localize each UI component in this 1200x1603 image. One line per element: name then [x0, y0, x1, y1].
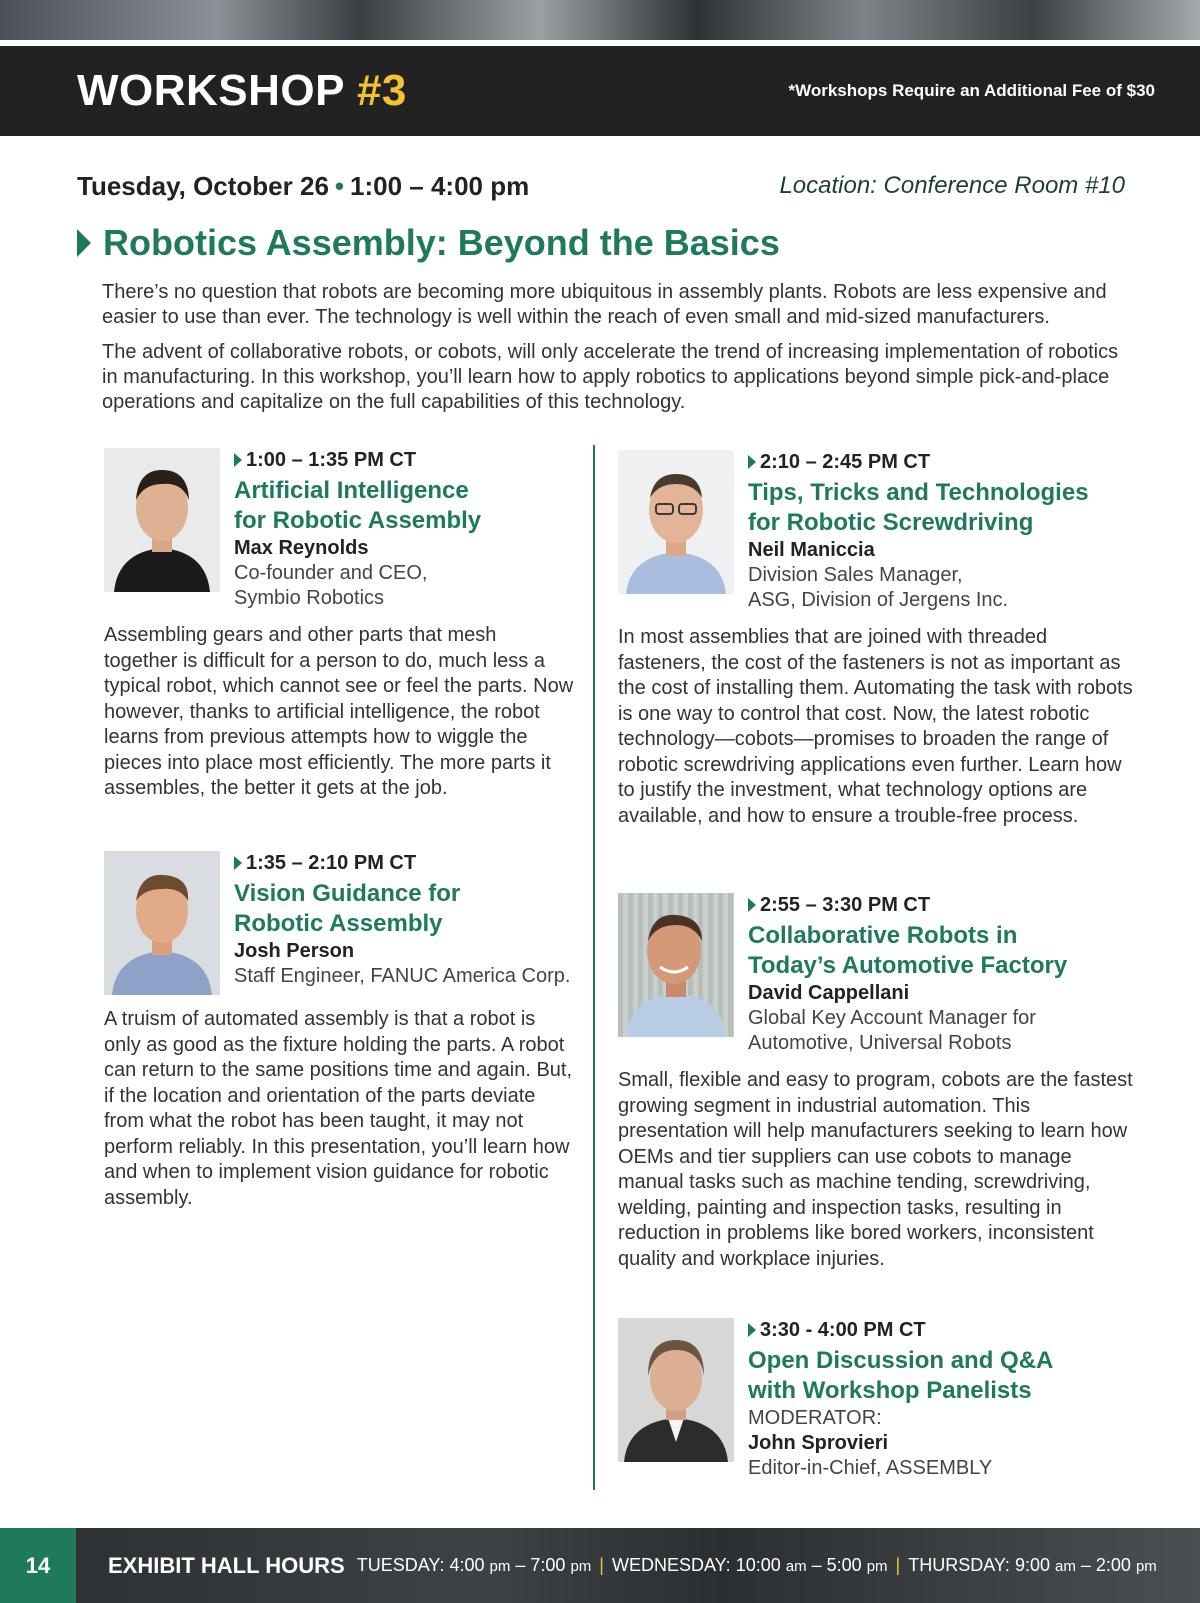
column-divider [593, 445, 595, 1490]
hours-separator: | [895, 1555, 901, 1575]
title-line: Tips, Tricks and Technologies [748, 479, 1089, 506]
day-hours-tuesday [357, 1555, 592, 1575]
speaker-name: David Cappellani [748, 982, 910, 1004]
speaker-role [234, 964, 570, 989]
role-line: ASG, Division of Jergens Inc. [748, 589, 1009, 611]
session-title [234, 879, 570, 939]
speaker-name: Josh Person [234, 940, 355, 962]
moderator-label: MODERATOR: [748, 1407, 882, 1429]
role-line: Division Sales Manager, [748, 564, 963, 586]
session-title [748, 478, 1089, 538]
time-label: 2:55 – 3:30 PM CT [760, 893, 931, 916]
end-time: 7:00 [530, 1555, 566, 1575]
title-line: Artificial Intelligence [234, 477, 469, 504]
session-time [748, 450, 1089, 474]
workshop-heading [77, 222, 780, 264]
role-line: Co-founder and CEO, [234, 562, 428, 584]
exhibit-hours [357, 1555, 1157, 1576]
end-time: 2:00 [1095, 1555, 1131, 1575]
session-title [748, 921, 1067, 981]
triangle-bullet-icon [748, 455, 756, 469]
date-time [77, 171, 529, 202]
time-label: 1:00 – 1:35 PM CT [246, 448, 417, 471]
session-title [234, 476, 481, 536]
workshop-number: #3 [356, 66, 407, 115]
role-line: Symbio Robotics [234, 587, 385, 609]
schedule-row [77, 168, 1125, 204]
intro-paragraph: There’s no question that robots are becoming more ubiquitous in assembly plants. Robots are less expensive and easier to use than ever. The technology is well within the reach of even small and mid-sized manufacturers. [102, 281, 1107, 328]
day-hours-thursday [908, 1555, 1157, 1575]
top-photo-strip [0, 0, 1200, 40]
triangle-bullet-icon [234, 856, 242, 870]
dash: – [1080, 1555, 1091, 1575]
page-number: 14 [0, 1528, 76, 1603]
session-description: In most assemblies that are joined with threaded fasteners, the cost of the fasteners is not as important as the cost of installing them. Automating the task with robots is one way to control that cost. Now, the latest robotic technology—cobots—promises to broaden the range of robotic screwdriving applications even further. Learn how to justify the investment, what technology options are available, and how to ensure a trouble-free process. [618, 626, 1133, 827]
title-line: Open Discussion and Q&A [748, 1347, 1054, 1374]
speaker-role [748, 1456, 1053, 1481]
date: Tuesday, October 26 [77, 170, 329, 201]
session-screwdriving [618, 450, 1133, 829]
start-time: 9:00 [1014, 1555, 1050, 1575]
bullet-separator: • [334, 170, 345, 201]
ampm: am [785, 1558, 807, 1575]
title-line: Collaborative Robots in [748, 922, 1018, 949]
session-time [748, 1318, 1053, 1342]
ampm: am [1055, 1558, 1076, 1575]
session-open-discussion [618, 1318, 1133, 1481]
day-label: WEDNESDAY: [611, 1555, 731, 1575]
triangle-bullet-icon [748, 1323, 756, 1337]
speaker-photo-david-cappellani [618, 893, 734, 1037]
time-range: 1:00 – 4:00 pm [350, 170, 530, 201]
session-time [234, 851, 570, 875]
start-time: 10:00 [735, 1555, 781, 1575]
start-time: 4:00 [449, 1555, 485, 1575]
time-label: 3:30 - 4:00 PM CT [760, 1318, 926, 1341]
role-line: Editor-in-Chief, ASSEMBLY [748, 1457, 993, 1479]
workshop-label: WORKSHOP [77, 66, 345, 115]
session-title [748, 1346, 1053, 1406]
role-line: Global Key Account Manager for [748, 1007, 1036, 1029]
speaker-role [748, 1006, 1067, 1056]
ampm: pm [866, 1558, 888, 1575]
session-description: A truism of automated assembly is that a robot is only as good as the fixture holding the parts. A robot can return to the same positions time and again. But, if the location and orientation of the parts deviate from what the robot has been taught, it may not perform reliably. In this presentation, you’ll learn how and when to implement vision guidance for robotic assembly. [104, 1008, 573, 1209]
speaker-photo-max-reynolds [104, 448, 220, 592]
day-hours-wednesday [612, 1555, 888, 1575]
speaker-name: Neil Maniccia [748, 539, 875, 561]
speaker-name: John Sprovieri [748, 1432, 889, 1454]
exhibit-hours-label: EXHIBIT HALL HOURS [108, 1552, 345, 1578]
session-vision [104, 851, 574, 1211]
dash: – [811, 1555, 822, 1575]
ampm: pm [489, 1558, 511, 1575]
speaker-photo-josh-person [104, 851, 220, 995]
triangle-bullet-icon [234, 453, 242, 467]
title-line: Today’s Automotive Factory [748, 952, 1068, 979]
session-description: Assembling gears and other parts that mesh together is difficult for a person to do, much less a typical robot, which cannot see or feel the parts. Now however, thanks to artificial intelligence, the robot learns from previous attempts how to wiggle the pieces into place most efficiently. The more parts it assembles, the better it gets at the job. [104, 624, 574, 799]
hours-separator: | [599, 1555, 604, 1575]
ampm: pm [1135, 1558, 1157, 1575]
location: Location: Conference Room #10 [779, 172, 1125, 199]
session-description: Small, flexible and easy to program, cobots are the fastest growing segment in industrial automation. This presentation will help manufacturers seeking to learn how OEMs and tier suppliers can use cobots to manage manual tasks such as machine tending, screwdriving, welding, painting and inspection tasks, resulting in reduction in problems like bored workers, inconsistent quality and workplace injuries. [618, 1069, 1133, 1270]
workshop-intro [102, 280, 1132, 425]
role-line: Automotive, Universal Robots [748, 1032, 1012, 1054]
workshop-main-title: Robotics Assembly: Beyond the Basics [103, 222, 780, 263]
speaker-role [234, 561, 481, 611]
triangle-bullet-icon [77, 229, 91, 257]
role-line: Staff Engineer, FANUC America Corp. [234, 965, 571, 987]
session-ai [104, 448, 574, 802]
time-label: 1:35 – 2:10 PM CT [246, 851, 417, 874]
session-time [748, 893, 1067, 917]
fee-note: *Workshops Require an Additional Fee of $30 [788, 81, 1155, 100]
session-time [234, 448, 481, 472]
day-label: THURSDAY: [908, 1555, 1010, 1575]
session-cobots [618, 893, 1133, 1272]
footer-bar [0, 1528, 1200, 1603]
speaker-photo-neil-maniccia [618, 450, 734, 594]
title-line: Vision Guidance for [234, 880, 461, 907]
title-line: for Robotic Screwdriving [748, 509, 1034, 536]
ampm: pm [570, 1558, 592, 1575]
speaker-photo-john-sprovieri [618, 1318, 734, 1462]
day-label: TUESDAY: [356, 1555, 445, 1575]
workshop-header [0, 46, 1200, 136]
triangle-bullet-icon [748, 898, 756, 912]
speaker-role [748, 563, 1089, 613]
title-line: Robotic Assembly [234, 910, 443, 937]
dash: – [515, 1555, 526, 1575]
speaker-name: Max Reynolds [234, 537, 369, 559]
title-line: for Robotic Assembly [234, 507, 482, 534]
time-label: 2:10 – 2:45 PM CT [760, 450, 931, 473]
end-time: 5:00 [826, 1555, 862, 1575]
title-line: with Workshop Panelists [748, 1377, 1032, 1404]
workshop-title [77, 66, 407, 116]
intro-paragraph: The advent of collaborative robots, or cobots, will only accelerate the trend of increasing implementation of robotics in manufacturing. In this workshop, you’ll learn how to apply robotics to applications beyond simple pick-and-place operations and capitalize on the full capabilities of this technology. [102, 341, 1119, 413]
